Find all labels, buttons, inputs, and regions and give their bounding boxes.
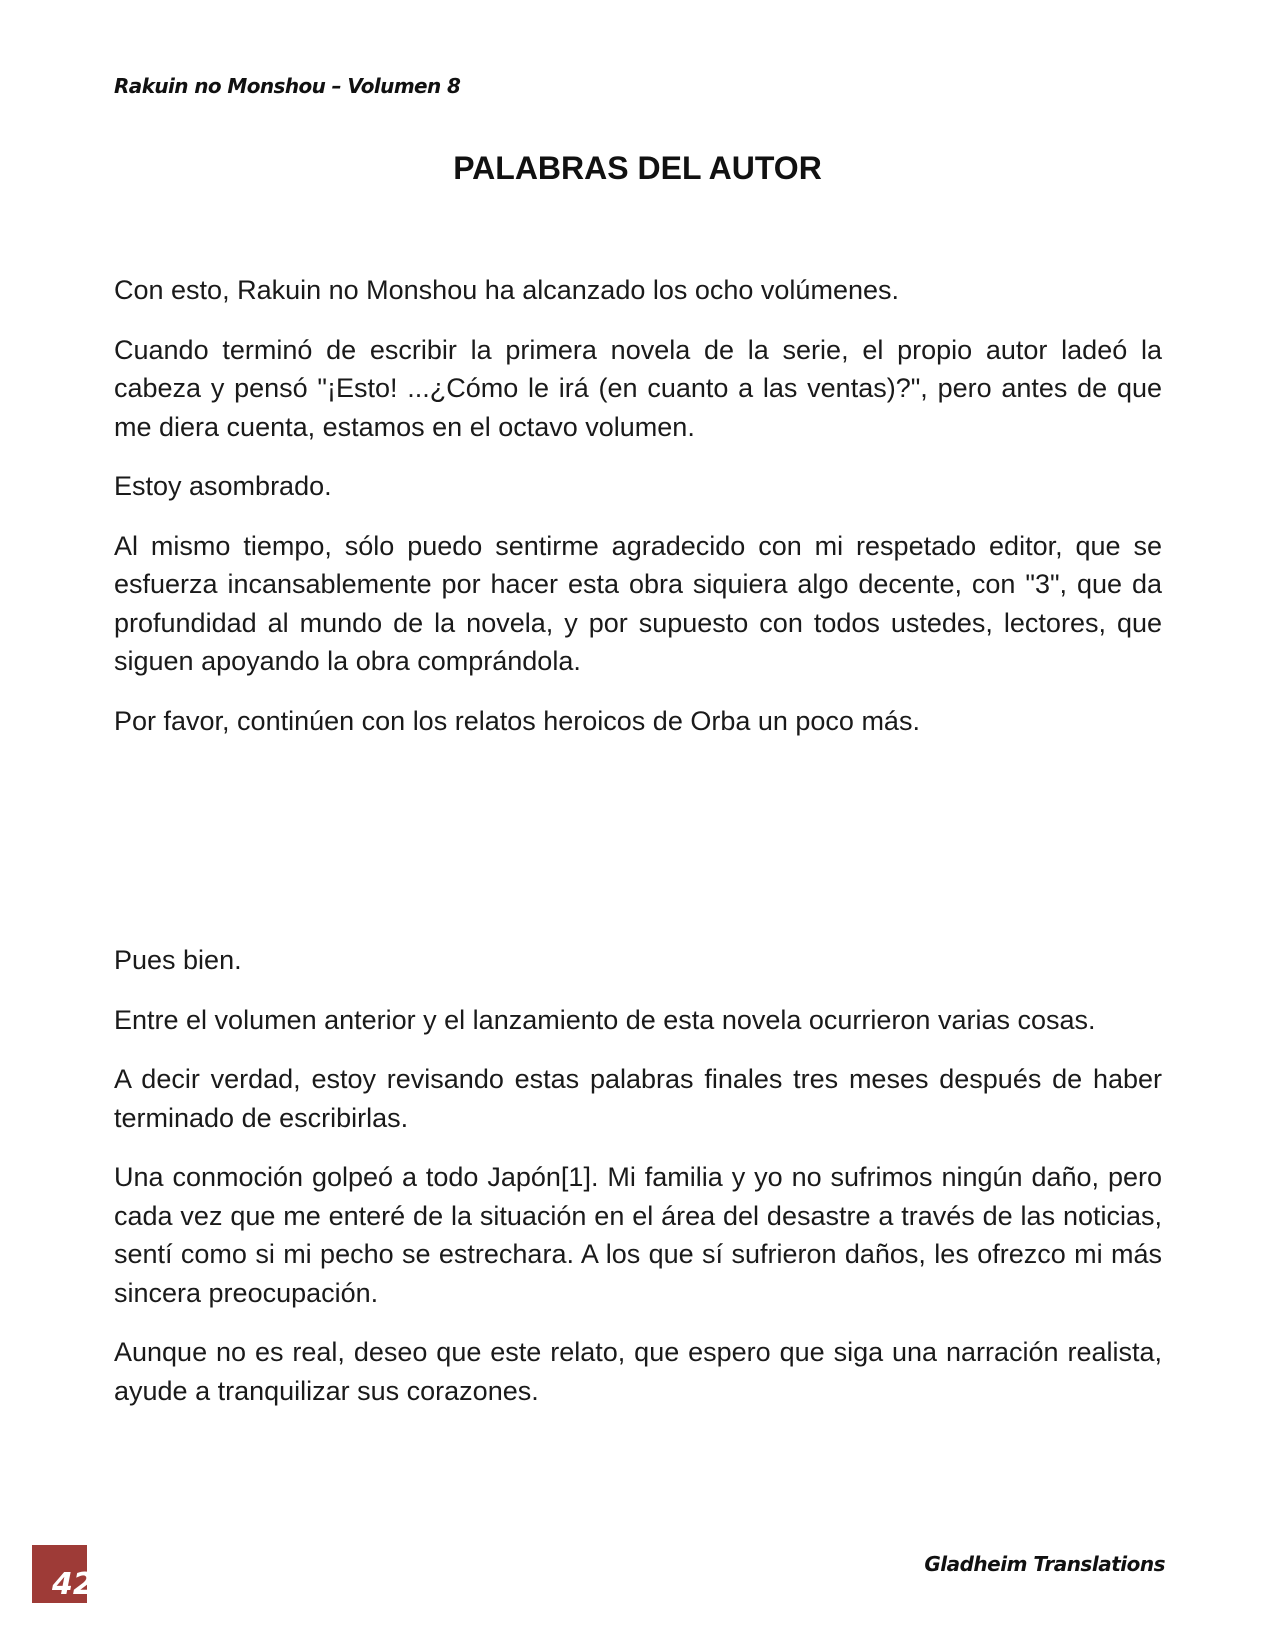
paragraph: Por favor, continúen con los relatos heroicos de Orba un poco más. xyxy=(114,705,920,736)
paragraph: Una conmoción golpeó a todo Japón[1]. Mi familia y yo no sufrimos ningún daño, pero cada vez que me enteré de la situación en el área del desastre a través de las noticias, sentí como si mi pecho se estrechara. A los que sí sufrieron daños, les ofrezco mi más sincera preocupación. xyxy=(114,1162,1162,1308)
footer-brand: Gladheim Translations xyxy=(924,1552,1165,1576)
paragraph: Estoy asombrado. xyxy=(114,471,332,501)
paragraph: Con esto, Rakuin no Monshou ha alcanzado los ocho volúmenes. xyxy=(114,275,899,305)
text-section-2 xyxy=(114,941,1162,1431)
paragraph: Pues bien. xyxy=(114,945,242,975)
paragraph: Aunque no es real, deseo que este relato, que espero que siga una narración realista, ayude a tranquilizar sus corazones. xyxy=(114,1337,1162,1406)
paragraph: A decir verdad, estoy revisando estas palabras finales tres meses después de haber terminado de escribirlas. xyxy=(114,1064,1162,1133)
paragraph: Entre el volumen anterior y el lanzamiento de esta novela ocurrieron varias cosas. xyxy=(114,1004,1096,1035)
text-section-1 xyxy=(114,271,1162,761)
page-title: PALABRAS DEL AUTOR xyxy=(453,150,822,186)
running-header: Rakuin no Monshou – Volumen 8 xyxy=(114,74,461,98)
paragraph: Al mismo tiempo, sólo puedo sentirme agradecido con mi respetado editor, que se esfuerza incansablemente por hacer esta obra siquiera algo decente, con "3", que da profundidad al mundo de la novela, y por supuesto con todos ustedes, lectores, que siguen apoyando la obra comprándola. xyxy=(114,530,1162,676)
paragraph: Cuando terminó de escribir la primera novela de la serie, el propio autor ladeó la cabeza y pensó "¡Esto! ...¿Cómo le irá (en cuanto a las ventas)?", pero antes de que me diera cuenta, estamos en el octavo volumen. xyxy=(114,334,1162,442)
page-number-underline xyxy=(32,1603,87,1606)
page-number: 42 xyxy=(52,1567,94,1602)
